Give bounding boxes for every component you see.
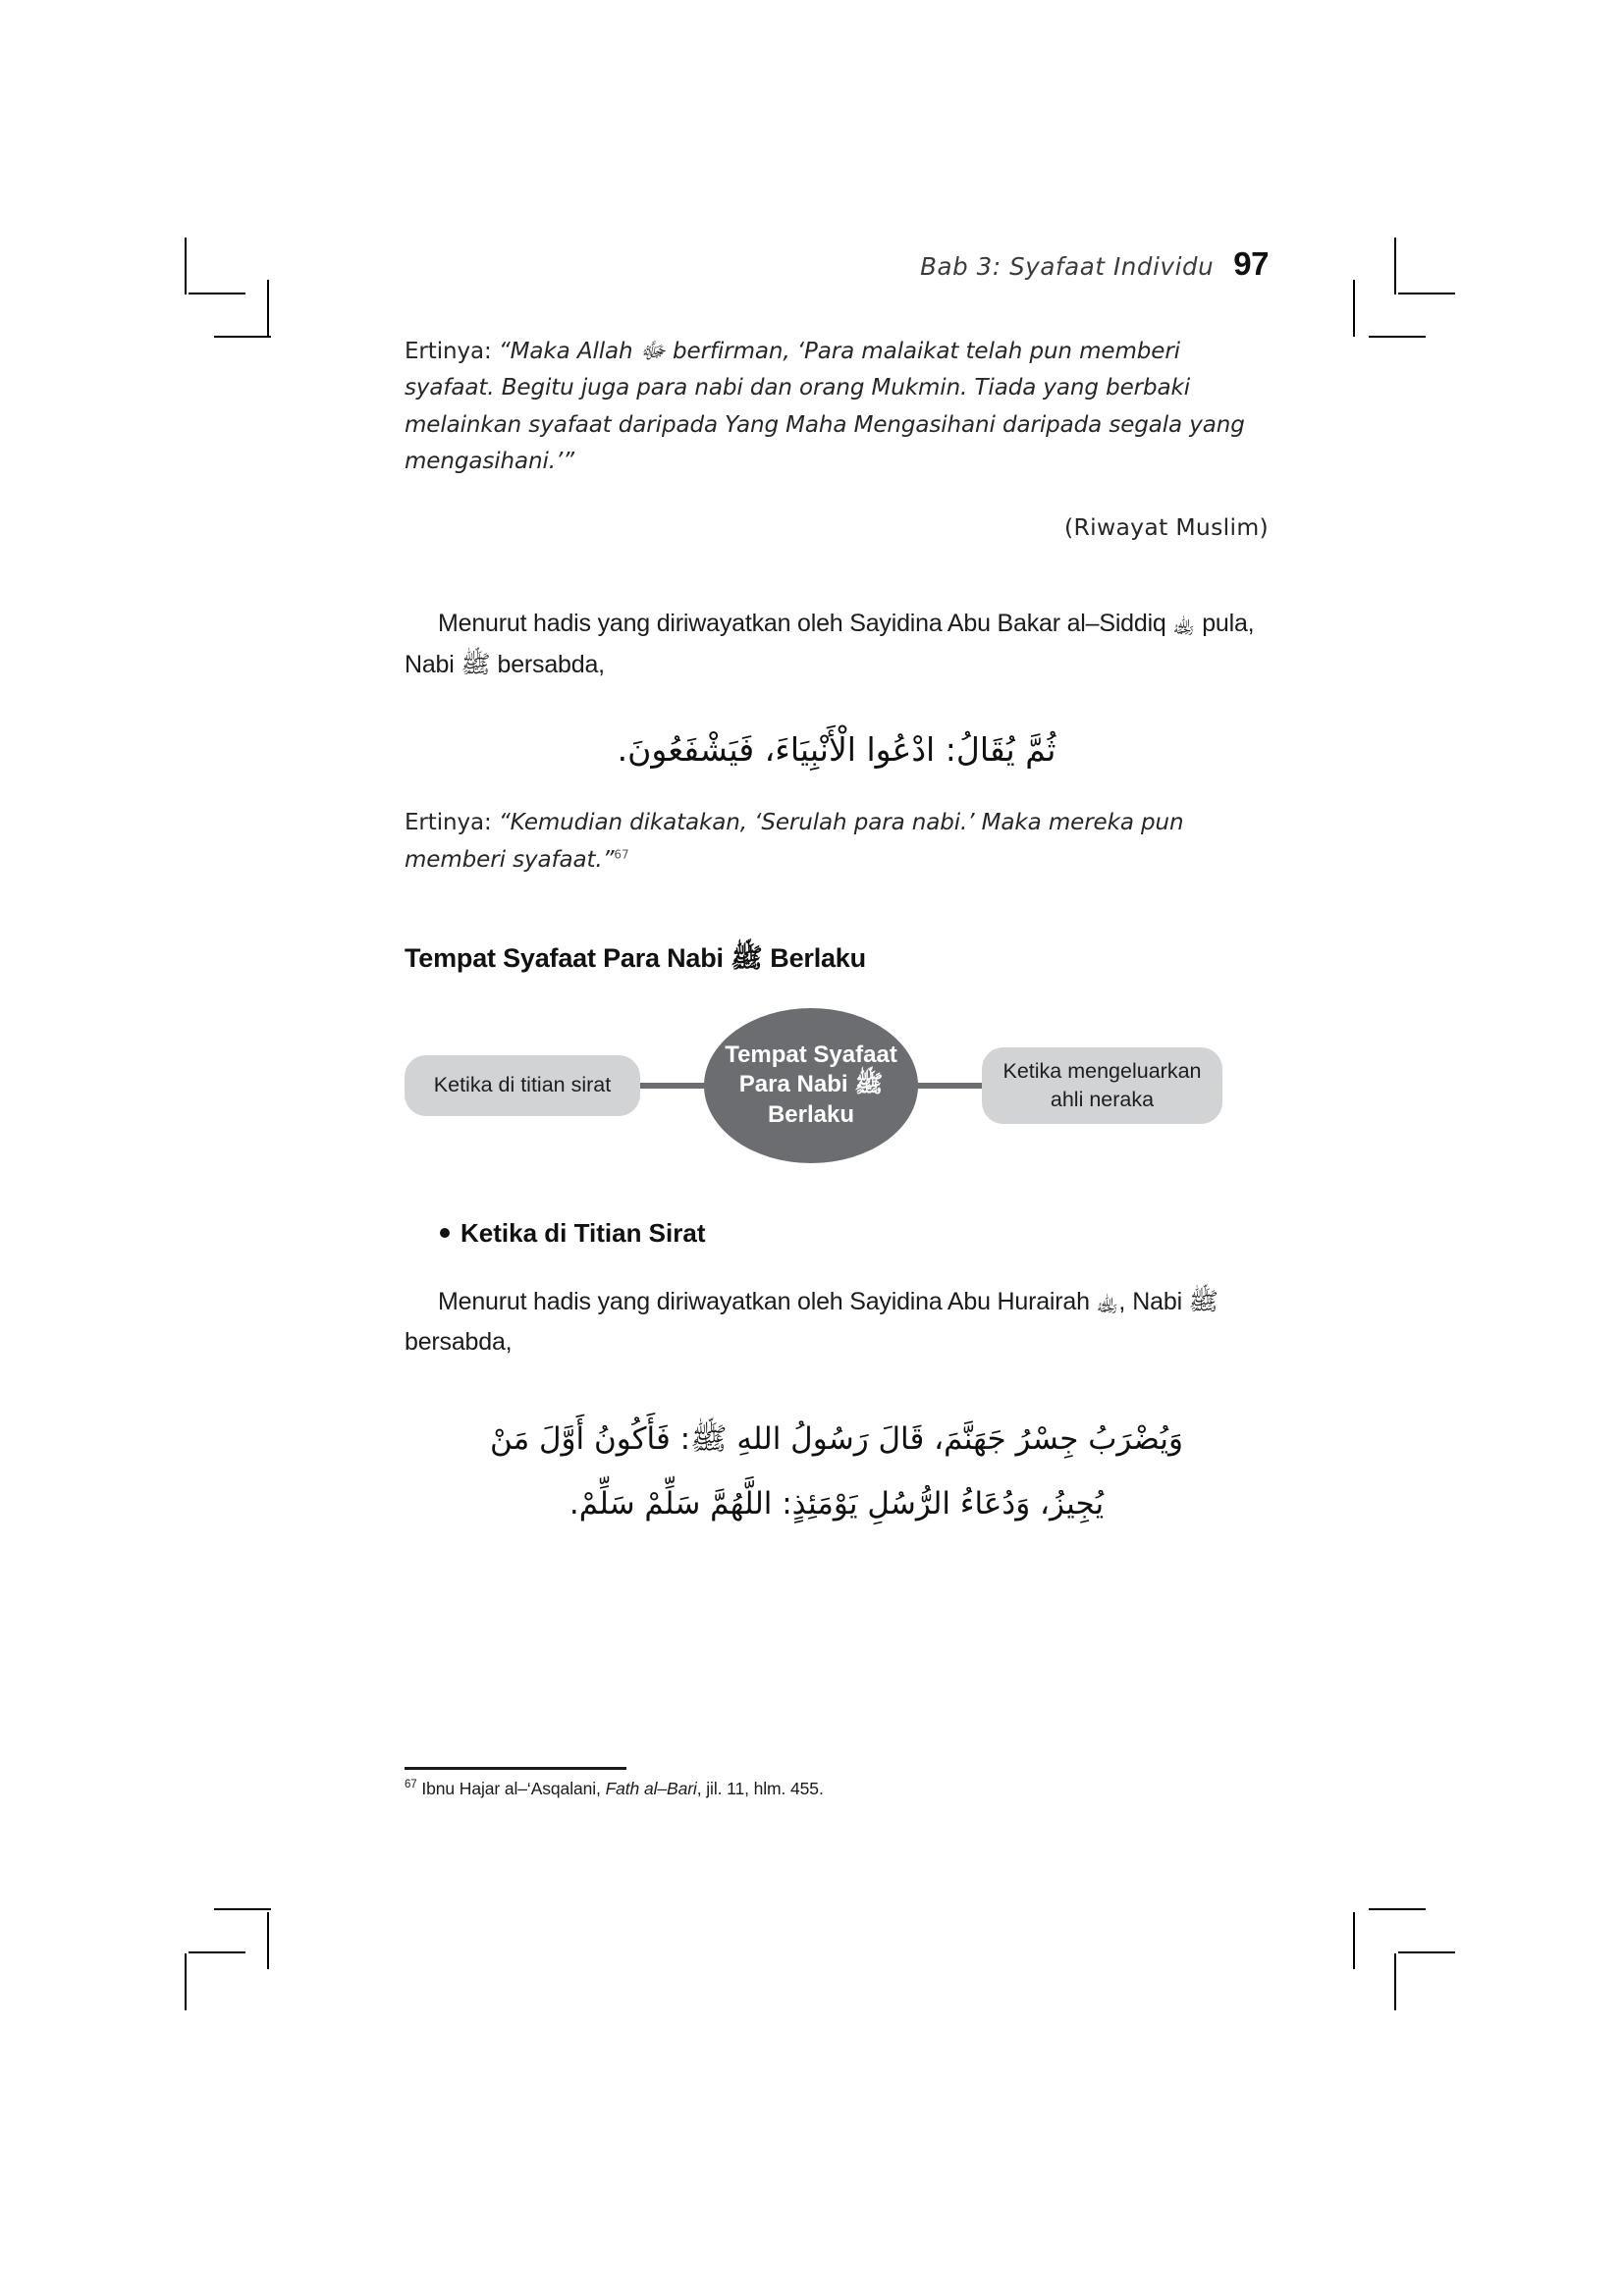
diagram-node-right-label — [1003, 1057, 1202, 1114]
diagram-right-line-2: ahli neraka — [1050, 1087, 1155, 1111]
crop-mark-top-right-inner-horizontal — [1369, 336, 1426, 338]
translation-lead-1: Ertinya: — [405, 339, 499, 364]
crop-mark-bottom-left-inner-vertical — [267, 1912, 269, 1969]
arabic-quote-1: ثُمَّ يُقَالُ: ادْعُوا الْأَنْبِيَاءَ، فَيَشْفَعُونَ. — [617, 730, 1056, 769]
diagram-node-center-label — [725, 1041, 897, 1131]
diagram-node-right — [982, 1047, 1222, 1124]
bullet-dot-icon — [440, 1228, 450, 1238]
diagram-right-line-1: Ketika mengeluarkan — [1002, 1058, 1202, 1083]
crop-mark-top-left-outer-vertical — [185, 238, 187, 294]
running-head — [405, 245, 1269, 300]
paragraph-abu-hurairah: Menurut hadis yang diriwayatkan oleh Sayidina Abu Hurairah ﵀, Nabi ﷺ bersabda, — [405, 1287, 1218, 1357]
page-content — [405, 245, 1269, 1537]
footnote-number: 67 — [405, 1779, 417, 1791]
translation-quote-2: “Kemudian dikatakan, ‘Serulah para nabi.’ Maka mereka pun memberi syafaat.” — [405, 810, 1184, 873]
arabic-quote-2-line-2: يُجِيزُ، وَدُعَاءُ الرُّسُلِ يَوْمَئِذٍ: اللَّهُمَّ سَلِّمْ سَلِّمْ. — [568, 1486, 1105, 1522]
paragraph-abu-bakar: Menurut hadis yang diriwayatkan oleh Sayidina Abu Bakar al–Siddiq ﵀ pula, Nabi ﷺ bersabda, — [405, 610, 1255, 678]
diagram-center-line-3: Berlaku — [767, 1101, 855, 1129]
crop-mark-top-right-inner-vertical — [1353, 280, 1355, 337]
page-number: 97 — [1233, 245, 1269, 282]
bullet-heading-titian-sirat — [440, 1218, 1269, 1249]
crop-mark-bottom-right-inner-horizontal — [1369, 1908, 1426, 1910]
diagram-center-line-2: Para Nabi ﷺ — [738, 1071, 884, 1098]
crop-mark-bottom-right-outer-vertical — [1394, 1953, 1396, 2010]
diagram-node-left — [405, 1055, 640, 1116]
diagram-node-left-label: Ketika di titian sirat — [433, 1073, 612, 1097]
footnote-marker: 67 — [614, 846, 629, 861]
translation-lead-2: Ertinya: — [405, 810, 499, 836]
crop-mark-top-left-inner-vertical — [267, 280, 269, 337]
footnote-separator-rule — [405, 1767, 626, 1770]
diagram-center-line-1: Tempat Syafaat — [725, 1041, 897, 1068]
arabic-quote-2 — [405, 1407, 1269, 1537]
translation-block-1 — [405, 334, 1269, 480]
crop-mark-bottom-right-inner-vertical — [1353, 1912, 1355, 1969]
crop-mark-top-left-inner-horizontal — [214, 336, 271, 338]
crop-mark-bottom-left-outer-vertical — [185, 1953, 187, 2010]
arabic-quote-2-line-1: وَيُضْرَبُ جِسْرُ جَهَنَّمَ، قَالَ رَسُولُ اللهِ ﷺ: فَأَكُونُ أَوَّلَ مَنْ — [489, 1420, 1184, 1457]
translation-block-2 — [405, 805, 1269, 879]
footnote-author: Ibnu Hajar al–‘Asqalani, — [416, 1779, 606, 1798]
crop-mark-top-right-outer-vertical — [1394, 238, 1396, 294]
footnote-reference: , jil. 11, hlm. 455. — [696, 1779, 824, 1798]
diagram-node-center — [704, 1008, 918, 1163]
crop-mark-bottom-left-outer-horizontal — [189, 1951, 245, 1953]
crop-mark-bottom-right-outer-horizontal — [1398, 1951, 1455, 1953]
crop-mark-top-right-outer-horizontal — [1398, 293, 1455, 294]
crop-mark-top-left-outer-horizontal — [189, 293, 245, 294]
section-heading: Tempat Syafaat Para Nabi ﷺ Berlaku — [405, 942, 866, 973]
footnote-entry — [405, 1779, 1269, 1799]
hadith-attribution-1: (Riwayat Muslim) — [1064, 513, 1269, 541]
smartart-diagram — [405, 1008, 1269, 1165]
crop-mark-bottom-left-inner-horizontal — [214, 1908, 271, 1910]
bullet-heading-label: Ketika di Titian Sirat — [460, 1217, 706, 1248]
footnote-title: Fath al–Bari — [605, 1779, 697, 1798]
translation-quote-1: “Maka Allah ﷻ berfirman, ‘Para malaikat telah pun memberi syafaat. Begitu juga para nabi dan orang Mukmin. Tiada yang berbaki melainkan syafaat daripada Yang Maha Mengasihani daripada segala yang mengasihani.’” — [405, 339, 1245, 474]
chapter-title: Bab 3: Syafaat Individu — [920, 252, 1215, 281]
footnote-area — [405, 1767, 1269, 1799]
